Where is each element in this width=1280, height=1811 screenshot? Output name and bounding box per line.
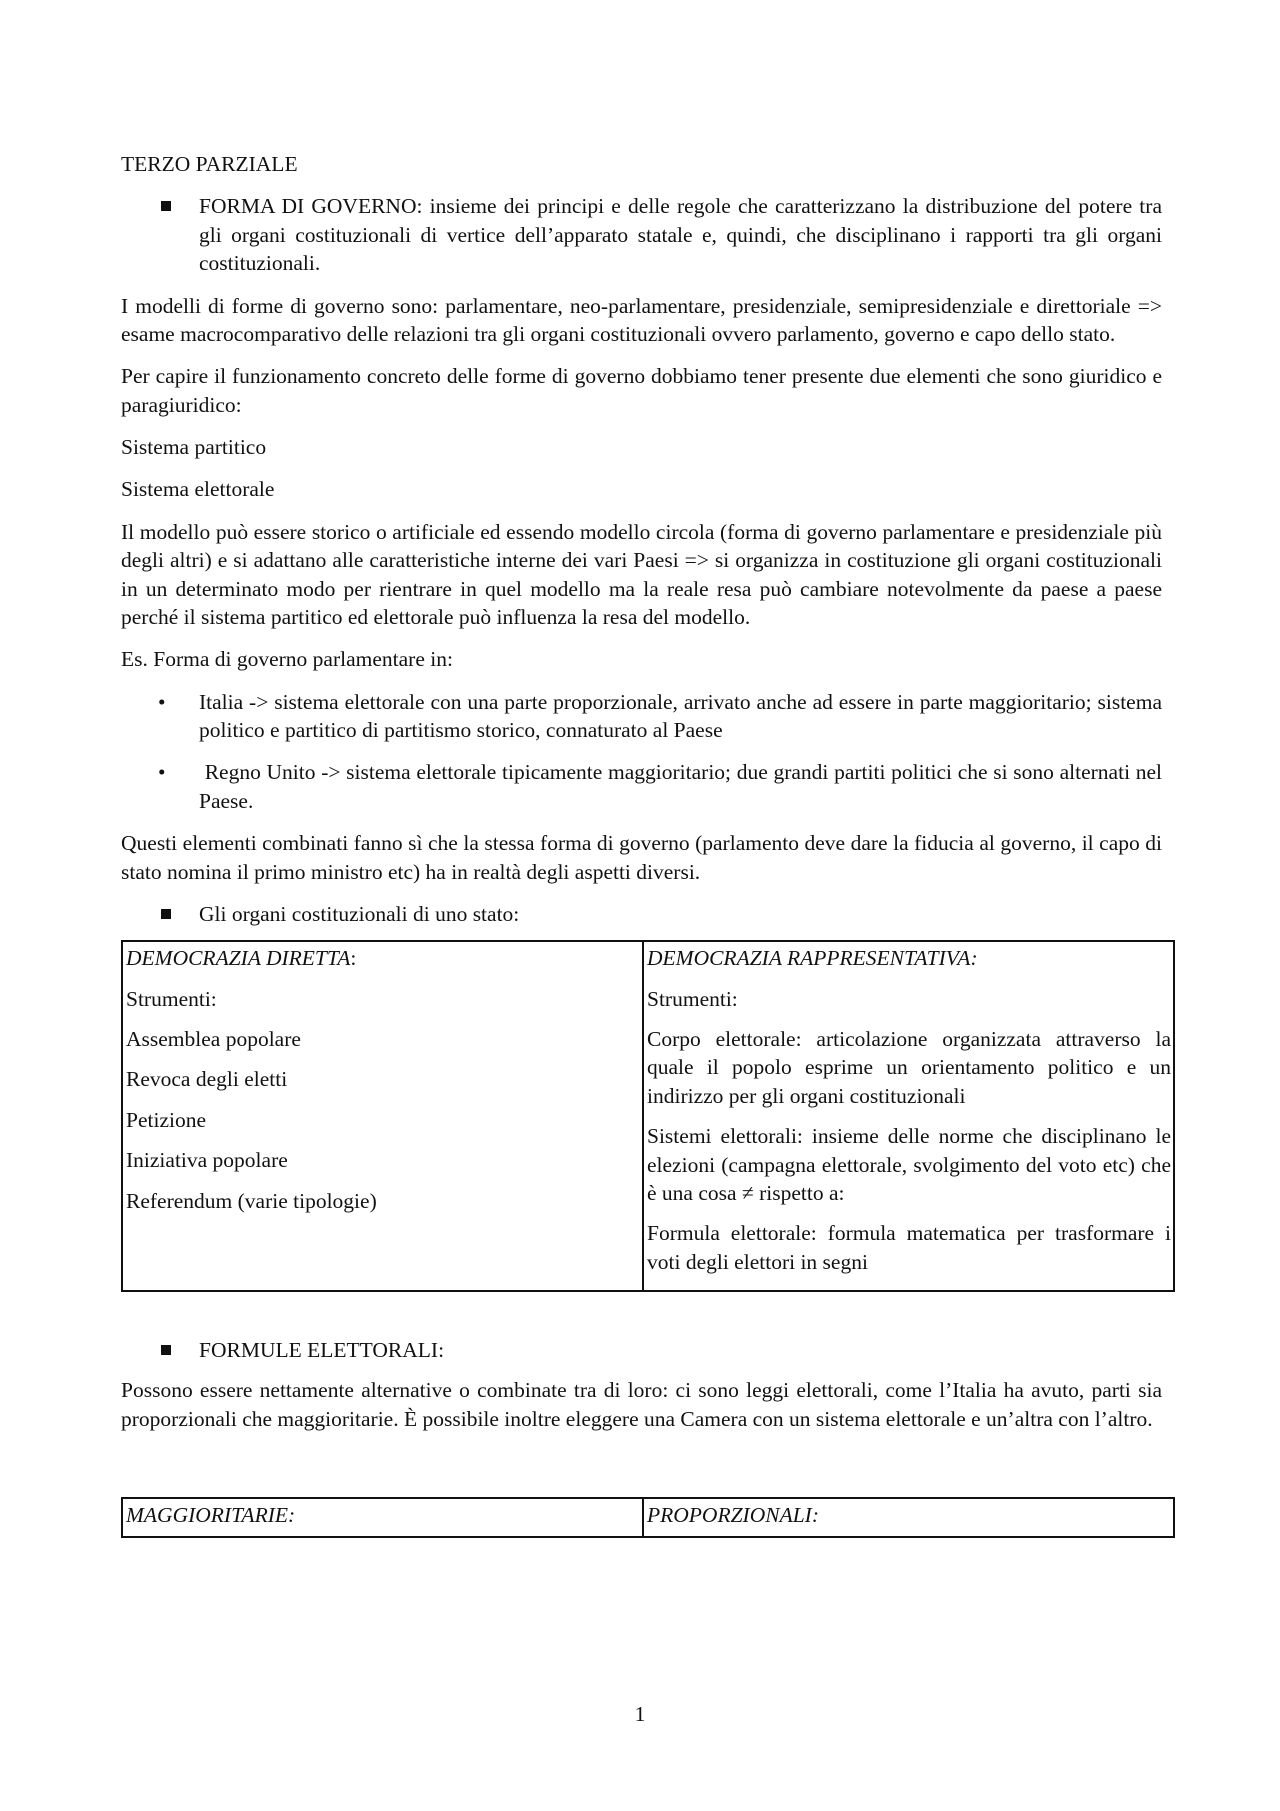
formule-table (121, 1497, 1175, 1537)
line-sistema-partitico: Sistema partitico (121, 435, 267, 459)
table-item: Petizione (126, 1107, 207, 1132)
paragraph: Possono essere nettamente alternative o combinate tra di loro: ci sono leggi elettorali, come l’Italia ha avuto, parti sia proporzionali che maggioritarie. È possibile inoltre eleggere una Camera con un sistema elettorale e un’altra con l’altro. (121, 1378, 1162, 1431)
square-bullet-icon (161, 1345, 171, 1355)
table-header: DEMOCRAZIA RAPPRESENTATIVA: (647, 946, 978, 971)
bullet-text: Gli organi costituzionali di uno stato: (199, 901, 520, 926)
table-item: Assemblea popolare (126, 1027, 301, 1051)
list-item-text: Italia -> sistema elettorale con una parte proporzionale, arrivato anche ad essere in parte maggioritario; sistema politico e partitico di partitismo storico, connaturato al Paese (199, 689, 1162, 742)
paragraph: I modelli di forme di governo sono: parlamentare, neo-parlamentare, presidenziale, semipresidenziale e direttoriale => esame macrocomparativo delle relazioni tra gli organi costituzionali ovvero parlamento, governo e capo dello stato. (121, 293, 1162, 346)
paragraph: Per capire il funzionamento concreto delle forme di governo dobbiamo tener presente due elementi che sono giuridico e paragiuridico: (121, 364, 1162, 417)
table-item: Iniziativa popolare (126, 1148, 288, 1173)
bullet-formule-elettorali (121, 1336, 1162, 1364)
bullet-text: FORMA DI GOVERNO: insieme dei principi e delle regole che caratterizzano la distribuzione del potere tra gli organi costituzionali di vertice dell’apparato statale e, quindi, che disciplinano i rapporti tra gli organi costituzionali. (199, 194, 1162, 276)
table-cell-maggioritarie (122, 1498, 643, 1536)
table-item: Referendum (varie tipologie) (126, 1188, 377, 1213)
table-header (126, 944, 640, 972)
document-title: TERZO PARZIALE (121, 152, 298, 176)
dot-bullet-icon: • (158, 689, 166, 714)
table-item: Strumenti: (126, 986, 217, 1011)
list-item-text: Regno Unito -> sistema elettorale tipicamente maggioritario; due grandi partiti politici che si sono alternati nel Paese. (199, 760, 1168, 813)
header-text: DEMOCRAZIA DIRETTA (126, 946, 351, 971)
table-row (122, 941, 1174, 1291)
table-item: Formula elettorale: formula matematica per trasformare i voti degli elettori in segni (647, 1221, 1171, 1274)
table-header: MAGGIORITARIE: (126, 1503, 296, 1528)
table-item: Corpo elettorale: articolazione organizzata attraverso la quale il popolo esprime un orientamento politico e un indirizzo per gli organi costituzionali (647, 1027, 1171, 1108)
dot-bullet-icon: • (158, 760, 166, 785)
paragraph: Il modello può essere storico o artificiale ed essendo modello circola (forma di governo parlamentare e presidenziale più degli altri) e si adattano alle caratteristiche interne dei vari Paesi => si organizza in costituzione gli organi costituzionali in un determinato modo per rientrare in quel modello ma la reale resa può cambiare notevolmente da paese a paese perché il sistema partitico ed elettorale può influenza la resa del modello. (121, 519, 1162, 629)
table-item: Sistemi elettorali: insieme delle norme che disciplinano le elezioni (campagna elettorale, svolgimento del voto etc) che è una cosa ≠ rispetto a: (647, 1124, 1171, 1205)
header-colon: : (350, 946, 357, 971)
table-header: PROPORZIONALI: (647, 1503, 819, 1528)
list-item-italia (121, 688, 1162, 745)
table-cell-democrazia-diretta (122, 941, 643, 1291)
document-body (121, 150, 1171, 1538)
paragraph: Es. Forma di governo parlamentare in: (121, 647, 453, 672)
paragraph: Questi elementi combinati fanno sì che la stessa forma di governo (parlamento deve dare la fiducia al governo, il capo di stato nomina il primo ministro etc) ha in realtà degli aspetti diversi. (121, 831, 1162, 884)
table-cell-proporzionali (643, 1498, 1174, 1536)
bullet-text: FORMULE ELETTORALI: (199, 1338, 445, 1362)
bullet-organi-costituzionali (121, 900, 1162, 928)
line-sistema-elettorale: Sistema elettorale (121, 477, 275, 502)
democrazia-table (121, 940, 1175, 1292)
table-item: Strumenti: (647, 986, 738, 1011)
page-number: 1 (634, 1702, 646, 1726)
list-item-regno-unito (121, 758, 1168, 815)
table-cell-democrazia-rappresentativa (643, 941, 1174, 1291)
table-row (122, 1498, 1174, 1536)
square-bullet-icon (161, 201, 171, 211)
table-item: Revoca degli eletti (126, 1067, 288, 1092)
bullet-forma-di-governo (121, 192, 1162, 277)
square-bullet-icon (161, 909, 171, 919)
